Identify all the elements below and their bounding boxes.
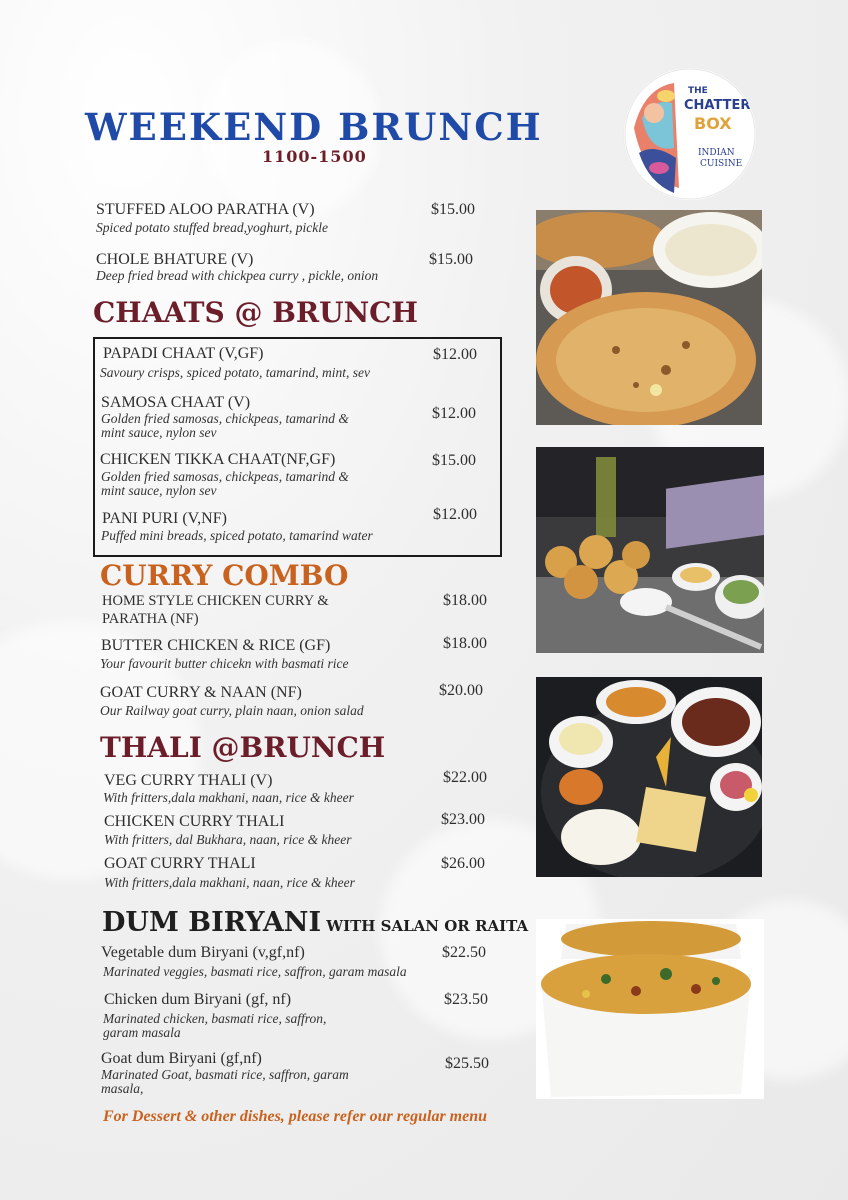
- section-heading-biryani: [102, 907, 528, 938]
- menu-item-price: $22.00: [443, 769, 487, 786]
- pani-puri-photo-icon: [536, 447, 764, 653]
- section-heading-thali: THALI @BRUNCH: [100, 731, 386, 764]
- menu-item-desc: Your favourit butter chicekn with basmati rice: [100, 656, 349, 671]
- menu-item-name: HOME STYLE CHICKEN CURRY &: [102, 593, 329, 609]
- logo-text-chatter: CHATTER: [684, 98, 751, 113]
- menu-item-price: $18.00: [443, 635, 487, 652]
- menu-item-name: PAPADI CHAAT (V,GF): [103, 345, 264, 362]
- footer-note: For Dessert & other dishes, please refer our regular menu: [103, 1108, 488, 1125]
- menu-item-price: $15.00: [432, 452, 476, 469]
- menu-item-name: GOAT CURRY & NAAN (NF): [100, 684, 302, 701]
- section-heading-curry: CURRY COMBO: [100, 559, 349, 592]
- photo-biryani: [536, 919, 764, 1099]
- menu-item-name: STUFFED ALOO PARATHA (V): [96, 201, 315, 218]
- photo-thali: [536, 677, 762, 877]
- menu-item-desc: Golden fried samosas, chickpeas, tamarind &: [101, 469, 349, 484]
- menu-item-price: $12.00: [432, 405, 476, 422]
- menu-item-name: CHICKEN CURRY THALI: [104, 813, 285, 830]
- menu-item-desc: masala,: [101, 1081, 144, 1096]
- menu-item-price: $23.00: [441, 811, 485, 828]
- biryani-heading: DUM BIRYANI: [102, 907, 322, 938]
- menu-item-price: $12.00: [433, 506, 477, 523]
- menu-item-price: $23.50: [444, 991, 488, 1008]
- menu-item-desc: With fritters,dala makhani, naan, rice & kheer: [103, 790, 354, 805]
- menu-item-name: BUTTER CHICKEN & RICE (GF): [101, 637, 331, 654]
- menu-item-desc: With fritters, dal Bukhara, naan, rice & kheer: [104, 832, 352, 847]
- photo-aloo-paratha: [536, 210, 762, 425]
- menu-item-desc: Savoury crisps, spiced potato, tamarind, mint, sev: [100, 365, 370, 380]
- menu-item-desc: garam masala: [103, 1025, 181, 1040]
- menu-item-name: PANI PURI (V,NF): [102, 510, 227, 527]
- thali-photo-icon: [536, 677, 762, 877]
- menu-item-desc: Marinated Goat, basmati rice, saffron, garam: [101, 1067, 349, 1082]
- menu-item-name: Vegetable dum Biryani (v,gf,nf): [101, 944, 305, 961]
- logo-text-box: BOX: [694, 114, 732, 133]
- menu-item-price: $25.50: [445, 1055, 489, 1072]
- menu-item-price: $15.00: [431, 201, 475, 218]
- menu-item-name: VEG CURRY THALI (V): [104, 772, 273, 789]
- menu-item-price: $12.00: [433, 346, 477, 363]
- menu-item-name: GOAT CURRY THALI: [104, 855, 256, 872]
- menu-item-desc: mint sauce, nylon sev: [101, 483, 217, 498]
- photo-pani-puri: [536, 447, 764, 653]
- menu-item-name: Goat dum Biryani (gf,nf): [101, 1050, 262, 1067]
- logo-text-cuisine: CUISINE: [700, 159, 743, 169]
- menu-item-desc: Deep fried bread with chickpea curry , pickle, onion: [96, 268, 379, 283]
- hours: 1100-1500: [262, 147, 367, 166]
- menu-item-name: SAMOSA CHAAT (V): [101, 394, 251, 411]
- menu-item-price: $15.00: [429, 251, 473, 268]
- menu-item-desc: Spiced potato stuffed bread,yoghurt, pickle: [96, 220, 328, 235]
- menu-item-desc: Puffed mini breads, spiced potato, tamarind water: [101, 528, 373, 543]
- menu-item-price: $26.00: [441, 855, 485, 872]
- logo-text-indian: INDIAN: [698, 148, 735, 158]
- section-heading-chaats: CHAATS @ BRUNCH: [93, 296, 418, 329]
- paratha-photo-icon: [536, 210, 762, 425]
- menu-item-desc: Golden fried samosas, chickpeas, tamarind &: [101, 411, 349, 426]
- page-title: WEEKEND BRUNCH: [85, 105, 543, 149]
- biryani-subheading: WITH SALAN OR RAITA: [326, 917, 529, 935]
- biryani-photo-icon: [536, 919, 764, 1099]
- menu-item-desc: Marinated veggies, basmati rice, saffron, garam masala: [103, 964, 407, 979]
- menu-item-desc: mint sauce, nylon sev: [101, 425, 217, 440]
- menu-item-desc: Our Railway goat curry, plain naan, onion salad: [100, 703, 364, 718]
- restaurant-logo: [624, 68, 756, 200]
- menu-item-name: Chicken dum Biryani (gf, nf): [104, 991, 292, 1008]
- menu-item-desc: Marinated chicken, basmati rice, saffron,: [103, 1011, 327, 1026]
- menu-item-name: CHICKEN TIKKA CHAAT(NF,GF): [100, 451, 336, 468]
- menu-item-price: $22.50: [442, 944, 486, 961]
- menu-item-name: CHOLE BHATURE (V): [96, 251, 254, 268]
- logo-text-the: THE: [688, 86, 708, 96]
- menu-item-name: PARATHA (NF): [102, 611, 199, 627]
- menu-item-desc: With fritters,dala makhani, naan, rice & kheer: [104, 875, 355, 890]
- menu-item-price: $18.00: [443, 592, 487, 609]
- menu-item-price: $20.00: [439, 682, 483, 699]
